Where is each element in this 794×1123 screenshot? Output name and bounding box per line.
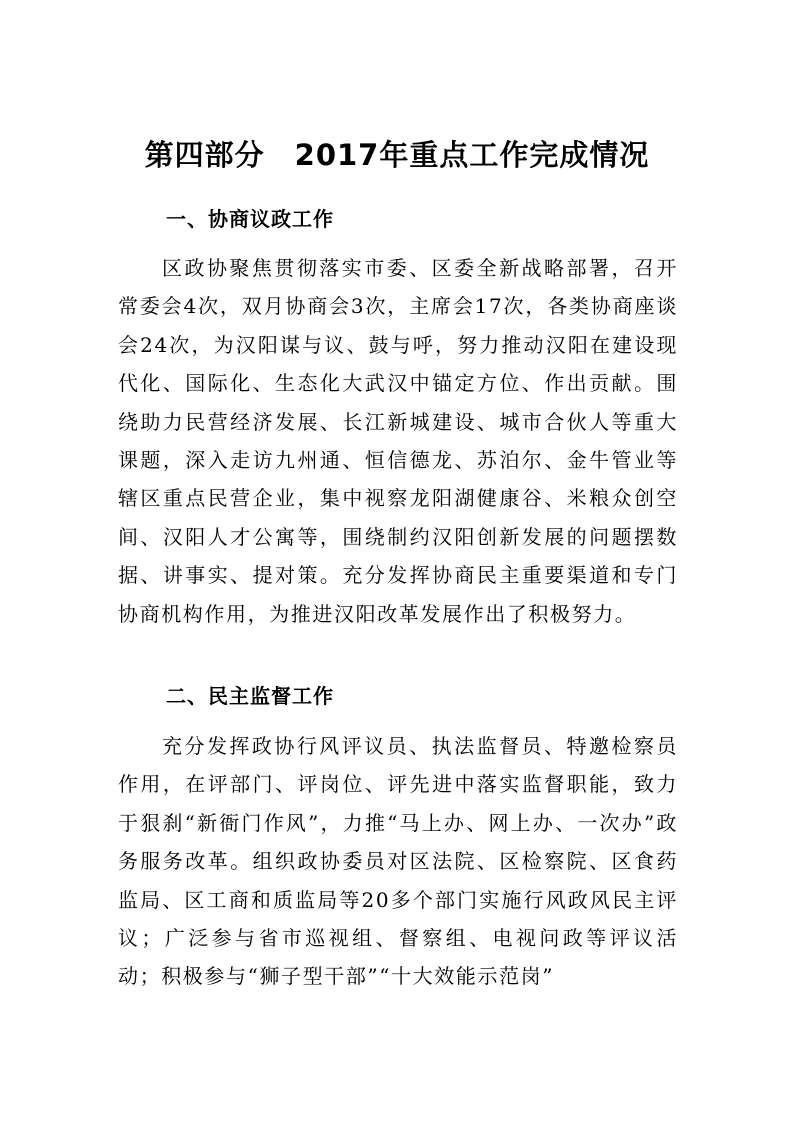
section-heading-consultation: 一、协商议政工作	[166, 207, 334, 231]
section-body-supervision: 充分发挥政协行风评议员、执法监督员、特邀检察员作用，在评部门、评岗位、评先进中落实监督职能，致力于狠刹“新衙门作风”，力推“马上办、网上办、一次办”政务服务改革。组织政协委员对区法院、区检察院、区食药监局、区工商和质监局等20多个部门实施行风政风民主评议；广泛参与省市巡视组、督察组、电视问政等评议活动；积极参与“狮子型干部”“十大效能示范岗”	[118, 734, 678, 989]
section-heading-supervision: 二、民主监督工作	[166, 684, 334, 708]
section-body-consultation: 区政协聚焦贯彻落实市委、区委全新战略部署，召开常委会4次，双月协商会3次，主席会17次，各类协商座谈会24次，为汉阳谋与议、鼓与呼，努力推动汉阳在建设现代化、国际化、生态化大武汉中锚定方位、作出贡献。围绕助力民营经济发展、长江新城建设、城市合伙人等重大课题，深入走访九州通、恒信德龙、苏泊尔、金牛管业等辖区重点民营企业，集中视察龙阳湖健康谷、米粮众创空间、汉阳人才公寓等，围绕制约汉阳创新发展的问题摆数据、讲事实、提对策。充分发挥协商民主重要渠道和专门协商机构作用，为推进汉阳改革发展作出了积极努力。	[118, 256, 678, 626]
page-title: 第四部分 2017年重点工作完成情况	[144, 138, 650, 172]
